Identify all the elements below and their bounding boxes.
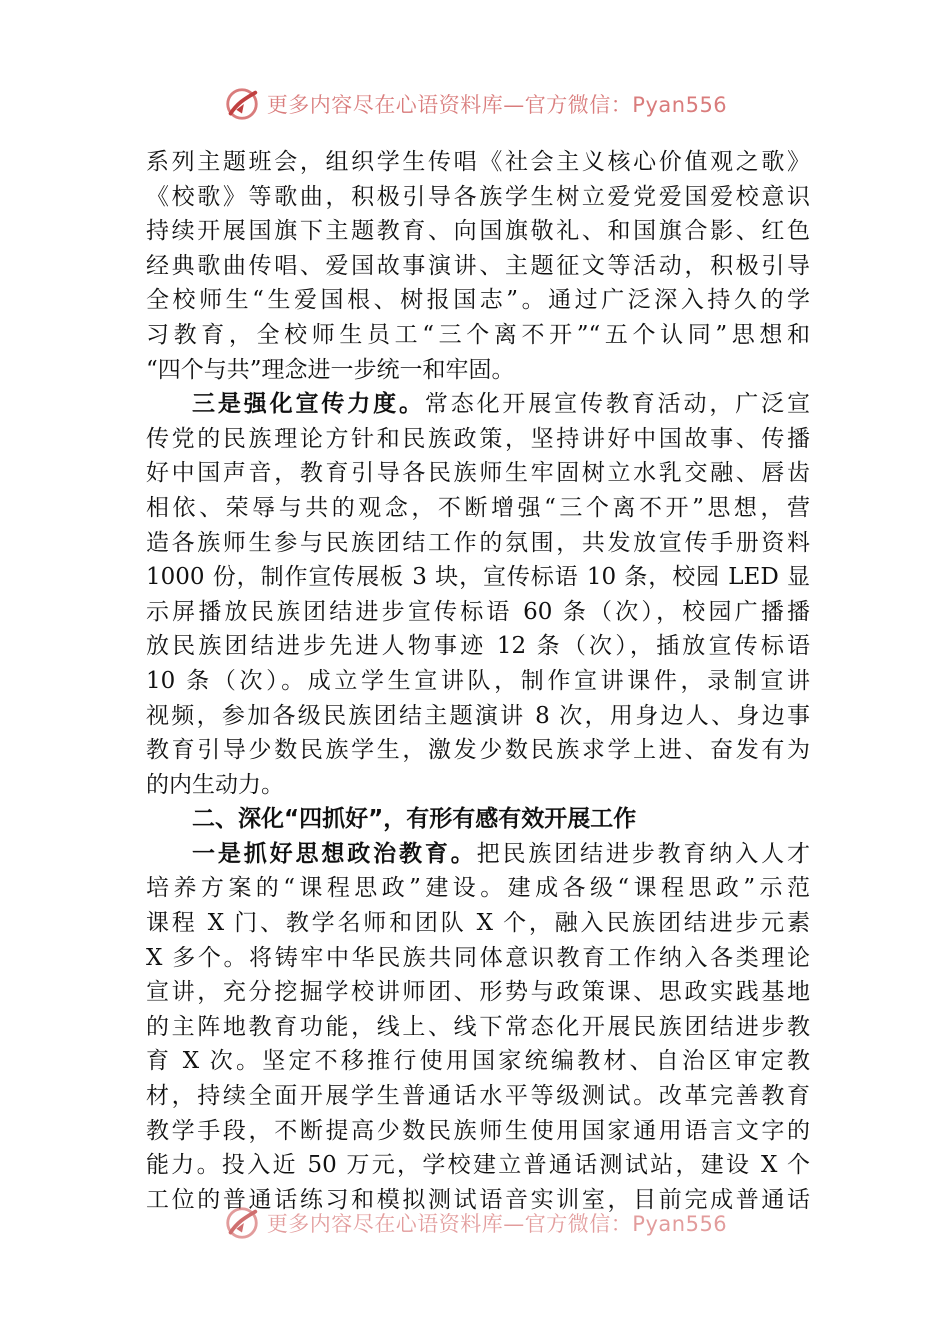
watermark-text: 更多内容尽在心语资料库—官方微信：Pyan556 [266,1212,728,1236]
logo-icon [223,85,261,123]
text-line: 能力。投入近 50 万元，学校建立普通话测试站，建设 X 个 [146,1152,810,1179]
paragraph-first-line [146,837,810,872]
text-line: 10 条（次）。成立学生宣讲队，制作宣讲课件，录制宣讲 [146,667,810,694]
text-line: 的主阵地教育功能，线上、线下常态化开展民族团结进步教 [146,1013,810,1040]
text-line: 经典歌曲传唱、爱国故事演讲、主题征文等活动，积极引导 [146,252,810,279]
text-line: 持续开展国旗下主题教育、向国旗敬礼、和国旗合影、红色 [146,218,810,245]
watermark-footer [0,1203,950,1243]
text-line: 放民族团结进步先进人物事迹 12 条（次），插放宣传标语 [146,633,810,660]
watermark-text: 更多内容尽在心语资料库—官方微信：Pyan556 [266,93,728,117]
text-line: 习教育，全校师生员工“三个离不开”“五个认同”思想和 [146,321,810,348]
text-line: 全校师生“生爱国根、树报国志”。通过广泛深入持久的学 [146,287,810,314]
text-line: 传党的民族理论方针和民族政策，坚持讲好中国故事、传播 [146,425,810,452]
text-line: 教学手段，不断提高少数民族师生使用国家通用语言文字的 [146,1117,810,1144]
text-line: 教育引导少数民族学生，激发少数民族求学上进、奋发有为 [146,737,810,764]
text-line: 工位的普通话练习和模拟测试语音实训室，目前完成普通话 [146,1186,810,1213]
text-line: “四个与共”理念进一步统一和牢固。 [146,356,515,383]
paragraph-lead: 三是强化宣传力度。 [192,391,425,418]
text-line: 的内生动力。 [146,771,284,798]
text-line: 把民族团结进步教育纳入人才 [476,840,811,867]
document-body [146,145,810,1217]
paragraph-first-line [146,387,810,422]
text-line: 育 X 次。坚定不移推行使用国家统编教材、自治区审定教 [146,1048,810,1075]
paragraph-lead: 一是抓好思想政治教育。 [192,840,477,867]
text-line: X 多个。将铸牢中华民族共同体意识教育工作纳入各类理论 [146,944,810,971]
text-line: 常态化开展宣传教育活动，广泛宣 [424,391,811,418]
text-line: 相依、荣辱与共的观念，不断增强“三个离不开”思想，营 [146,494,810,521]
text-line: 宣讲，充分挖掘学校讲师团、形势与政策课、思政实践基地 [146,979,810,1006]
section-heading: 二、深化“四抓好”，有形有感有效开展工作 [192,806,637,833]
text-line: 培养方案的“课程思政”建设。建成各级“课程思政”示范 [146,875,810,902]
text-line: 材，持续全面开展学生普通话水平等级测试。改革完善教育 [146,1083,810,1110]
text-line: 视频，参加各级民族团结主题演讲 8 次，用身边人、身边事 [146,702,810,729]
watermark-header [0,84,950,124]
text-line: 造各族师生参与民族团结工作的氛围，共发放宣传手册资料 [146,529,810,556]
text-line: 1000 份，制作宣传展板 3 块，宣传标语 10 条，校园 LED 显 [146,564,810,591]
text-line: 系列主题班会，组织学生传唱《社会主义核心价值观之歌》 [146,149,810,175]
logo-icon [223,1204,261,1242]
text-line: 示屏播放民族团结进步宣传标语 60 条（次），校园广播播 [146,598,810,625]
text-line: 《校歌》等歌曲，积极引导各族学生树立爱党爱国爱校意识 [146,183,810,210]
text-line: 好中国声音，教育引导各民族师生牢固树立水乳交融、唇齿 [146,460,810,487]
text-line: 课程 X 门、教学名师和团队 X 个，融入民族团结进步元素 [146,910,810,937]
